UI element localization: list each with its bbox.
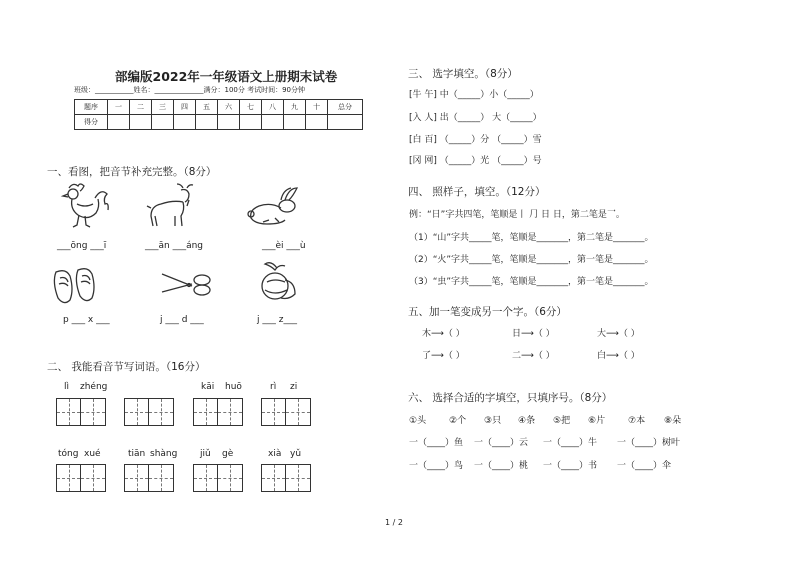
rabbit-icon bbox=[245, 186, 303, 226]
scissors-icon bbox=[158, 270, 216, 298]
pinyin: huō bbox=[225, 382, 242, 392]
score-cell: 五 bbox=[196, 100, 218, 115]
score-label: 得分 bbox=[75, 115, 108, 130]
s6-option: ⑥片 bbox=[588, 416, 606, 426]
pinyin: kāi bbox=[201, 382, 215, 392]
writing-grid[interactable] bbox=[261, 398, 311, 426]
writing-grid[interactable] bbox=[124, 398, 174, 426]
rooster-icon bbox=[55, 180, 110, 230]
pinyin: zhéng bbox=[80, 382, 108, 392]
page-number: 1 / 2 bbox=[385, 518, 403, 527]
pinyin: xià bbox=[268, 449, 282, 459]
s4-line[interactable]: （1）“山”字共_____笔，笔顺是_______，第二笔是_______。 bbox=[409, 233, 654, 243]
s3-line[interactable]: [冈 网] （_____）光 （_____）号 bbox=[409, 156, 542, 166]
shoes-icon bbox=[50, 264, 105, 306]
section-4-title: 四、 照样子，填空。（12分） bbox=[408, 186, 546, 198]
score-cell: 一 bbox=[108, 100, 130, 115]
orange-icon bbox=[255, 260, 300, 306]
pinyin: rì bbox=[270, 382, 277, 392]
s6-item[interactable]: 一（____）鸟 bbox=[409, 461, 464, 471]
s3-line[interactable]: [牛 午] 中（_____）小（_____） bbox=[409, 90, 539, 100]
score-input-cell[interactable] bbox=[130, 115, 152, 130]
s1-blank[interactable]: ___ōng ___ī bbox=[57, 241, 107, 251]
s6-option: ④条 bbox=[518, 416, 536, 426]
page-title: 部编版2022年一年级语文上册期末试卷 bbox=[115, 69, 338, 84]
goat-icon bbox=[145, 182, 200, 230]
s6-item[interactable]: 一（____）树叶 bbox=[617, 438, 681, 448]
s1-blank[interactable]: p ___ x ___ bbox=[63, 315, 110, 325]
pinyin: shàng bbox=[150, 449, 178, 459]
pinyin: yǔ bbox=[290, 449, 302, 459]
pinyin: tiān bbox=[128, 449, 146, 459]
pinyin: xué bbox=[84, 449, 101, 459]
writing-grid[interactable] bbox=[124, 464, 174, 492]
score-input-cell[interactable] bbox=[218, 115, 240, 130]
score-cell: 三 bbox=[152, 100, 174, 115]
section-6-title: 六、 选择合适的字填空，只填序号。（8分） bbox=[408, 392, 613, 404]
score-cell: 七 bbox=[240, 100, 262, 115]
score-cell: 四 bbox=[174, 100, 196, 115]
score-input-cell[interactable] bbox=[262, 115, 284, 130]
s6-item[interactable]: 一（____）云 bbox=[474, 438, 529, 448]
score-header-row bbox=[75, 100, 363, 115]
s5-item[interactable]: 木⟶（ ） bbox=[422, 329, 465, 339]
s5-item[interactable]: 白⟶（ ） bbox=[597, 351, 640, 361]
score-table bbox=[74, 99, 363, 130]
s6-item[interactable]: 一（____）牛 bbox=[543, 438, 598, 448]
writing-grid[interactable] bbox=[56, 398, 106, 426]
writing-grid[interactable] bbox=[193, 464, 243, 492]
section-2-title: 二、 我能看音节写词语。（16分） bbox=[47, 361, 206, 373]
s4-line[interactable]: （2）“火”字共_____笔，笔顺是_______，第一笔是_______。 bbox=[409, 255, 654, 265]
s4-example: 例：“日”字共四笔，笔顺是丨 ⺆ 日 日，第二笔是乛。 bbox=[409, 210, 625, 220]
score-cell: 总分 bbox=[328, 100, 363, 115]
student-info-line: 班级：___________姓名：______________满分：100分 考试时间：90分钟 bbox=[74, 86, 305, 94]
pinyin: jiǔ bbox=[200, 449, 211, 459]
writing-grid[interactable] bbox=[261, 464, 311, 492]
s3-line[interactable]: [白 百] （_____）分 （_____）雪 bbox=[409, 135, 542, 145]
s1-blank[interactable]: j ___ z___ bbox=[257, 315, 297, 325]
pinyin: gè bbox=[222, 449, 234, 459]
score-value-row bbox=[75, 115, 363, 130]
s6-option: ⑧朵 bbox=[664, 416, 682, 426]
section-1-title: 一、看图，把音节补充完整。（8分） bbox=[47, 166, 217, 178]
score-input-cell[interactable] bbox=[196, 115, 218, 130]
s3-line[interactable]: [入 人] 出（_____） 大（_____） bbox=[409, 113, 542, 123]
score-input-cell[interactable] bbox=[284, 115, 306, 130]
s6-item[interactable]: 一（____）鱼 bbox=[409, 438, 464, 448]
writing-grid[interactable] bbox=[56, 464, 106, 492]
score-input-cell[interactable] bbox=[108, 115, 130, 130]
s6-item[interactable]: 一（____）伞 bbox=[617, 461, 672, 471]
score-input-cell[interactable] bbox=[152, 115, 174, 130]
s6-option: ③只 bbox=[484, 416, 502, 426]
s5-item[interactable]: 了⟶（ ） bbox=[422, 351, 465, 361]
s6-item[interactable]: 一（____）桃 bbox=[474, 461, 529, 471]
s6-option: ①头 bbox=[409, 416, 427, 426]
s6-option: ②个 bbox=[449, 416, 467, 426]
score-cell: 六 bbox=[218, 100, 240, 115]
section-5-title: 五、加一笔变成另一个字。（6分） bbox=[408, 306, 567, 318]
s5-item[interactable]: 大⟶（ ） bbox=[597, 329, 640, 339]
score-input-cell[interactable] bbox=[240, 115, 262, 130]
pinyin: tóng bbox=[58, 449, 79, 459]
s6-item[interactable]: 一（____）书 bbox=[543, 461, 598, 471]
s1-blank[interactable]: ___èi ___ù bbox=[262, 241, 306, 251]
s1-blank[interactable]: j ___ d ___ bbox=[160, 315, 204, 325]
score-cell: 二 bbox=[130, 100, 152, 115]
s6-option: ⑤把 bbox=[553, 416, 571, 426]
score-cell: 八 bbox=[262, 100, 284, 115]
score-input-cell[interactable] bbox=[174, 115, 196, 130]
pinyin: lì bbox=[64, 382, 70, 392]
s6-option: ⑦本 bbox=[628, 416, 646, 426]
s1-blank[interactable]: ___ān ___áng bbox=[145, 241, 204, 251]
s4-line[interactable]: （3）“虫”字共_____笔，笔顺是_______，第一笔是_______。 bbox=[409, 277, 654, 287]
s5-item[interactable]: 日⟶（ ） bbox=[512, 329, 555, 339]
score-input-cell[interactable] bbox=[328, 115, 363, 130]
score-cell: 九 bbox=[284, 100, 306, 115]
score-input-cell[interactable] bbox=[306, 115, 328, 130]
score-cell: 十 bbox=[306, 100, 328, 115]
score-cell: 题序 bbox=[75, 100, 108, 115]
pinyin: zi bbox=[290, 382, 298, 392]
s5-item[interactable]: 二⟶（ ） bbox=[512, 351, 555, 361]
writing-grid[interactable] bbox=[193, 398, 243, 426]
section-3-title: 三、 选字填空。（8分） bbox=[408, 68, 518, 80]
